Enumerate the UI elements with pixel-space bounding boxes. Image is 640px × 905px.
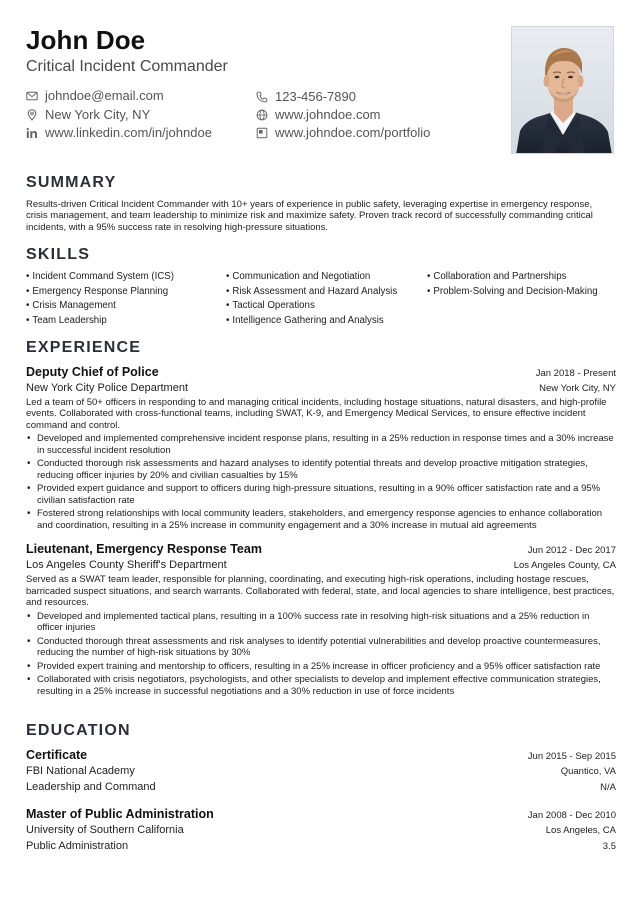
experience-entry	[26, 364, 616, 531]
job-date: Jun 2012 - Dec 2017	[527, 545, 616, 557]
contact-phone-text: 123-456-7890	[275, 89, 356, 104]
contact-linkedin-text: www.linkedin.com/in/johndoe	[45, 125, 212, 140]
education-date: Jun 2015 - Sep 2015	[527, 751, 616, 762]
skill-item: • Crisis Management	[26, 300, 116, 312]
job-date: Jan 2018 - Present	[535, 368, 616, 379]
skill-item: • Emergency Response Planning	[26, 286, 168, 298]
job-description: Led a team of 50+ officers in responding to and managing critical incidents, including hostage situations, natural disasters, and high-profile events. Collaborated with cross-functional teams, including SWAT, K-9, and Emergency Medical Services, to ensure effective incident command and control.	[26, 397, 607, 431]
achievement-item: • Conducted thorough risk assessments and hazard analyses to identify potential threats and develop proactive mitigation strategies, reducing officer injuries by 20% and civilian casualties by 15%	[26, 458, 616, 481]
achievement-item: • Collaborated with crisis negotiators, psychologists, and other specialists to develop and implement effective communication strategies, resulting in a 25% increase in successful negotiations and a 30% reduction in use of force incidents	[26, 674, 616, 697]
summary-section	[26, 173, 616, 233]
skill-item: • Tactical Operations	[226, 300, 315, 312]
contact-email-text: johndoe@email.com	[45, 88, 164, 103]
contact-linkedin[interactable]	[26, 125, 212, 141]
summary-text: Results-driven Critical Incident Commander with 10+ years of experience in public safety, leveraging expertise in emergency response, crisis management, and team leadership to minimize risk and maximize safety. Proven track record of successfully commanding critical incidents, with a 95% success rate in resolving high-pressure situations.	[26, 199, 593, 233]
job-achievements	[26, 433, 616, 531]
skill-item: • Collaboration and Partnerships	[427, 271, 566, 283]
achievement-item: • Fostered strong relationships with local community leaders, stakeholders, and emergency response agencies to enhance collaboration and coordination, resulting in a 25% increase in community engagement and a 30% increase in mutual aid agreements	[26, 508, 616, 531]
school-location: Los Angeles, CA	[545, 825, 616, 836]
achievement-item: • Developed and implemented tactical plans, resulting in a 100% success rate in resolving high-risk situations and a 25% reduction in officer injuries	[26, 611, 616, 634]
job-title: Lieutenant, Emergency Response Team	[26, 542, 262, 557]
mail-icon	[26, 90, 38, 102]
job-organization: New York City Police Department	[26, 382, 189, 394]
contact-location	[26, 107, 150, 123]
candidate-title: Critical Incident Commander	[26, 58, 228, 75]
experience-heading: EXPERIENCE	[26, 339, 142, 356]
education-entry	[26, 806, 616, 854]
skill-item: • Incident Command System (ICS)	[26, 271, 174, 283]
contact-portfolio[interactable]	[256, 125, 430, 141]
contact-website[interactable]	[256, 107, 381, 123]
linkedin-icon	[26, 127, 38, 139]
grade: N/A	[600, 782, 616, 793]
field-of-study: Public Administration	[26, 840, 129, 852]
skills-list	[26, 271, 616, 333]
education-date: Jan 2008 - Dec 2010	[527, 810, 616, 821]
education-entry	[26, 747, 616, 795]
job-location: New York City, NY	[539, 383, 616, 394]
job-organization: Los Angeles County Sheriff's Department	[26, 559, 227, 572]
profile-photo	[511, 26, 614, 154]
education-section	[26, 721, 616, 854]
education-heading: EDUCATION	[26, 722, 131, 739]
skill-item: • Risk Assessment and Hazard Analysis	[226, 286, 397, 298]
skills-heading: SKILLS	[26, 246, 91, 263]
experience-section	[26, 338, 616, 697]
school-name: University of Southern California	[26, 824, 184, 836]
contact-phone[interactable]	[256, 89, 356, 105]
achievement-item: • Developed and implemented comprehensive incident response plans, resulting in a 25% reduction in response times and a 30% increase in successful incident resolution	[26, 433, 616, 456]
job-description: Served as a SWAT team leader, responsible for planning, coordinating, and executing high-risk operations, including hostage rescues, barricaded suspect situations, and search warrants. Collaborated with federal, state, and local agencies to share intelligence, best practices, and resources.	[26, 574, 615, 609]
experience-entry	[26, 541, 616, 697]
school-location: Quantico, VA	[560, 766, 616, 777]
skill-item: • Problem-Solving and Decision-Making	[427, 286, 598, 298]
phone-icon	[256, 91, 268, 103]
job-location: Los Angeles County, CA	[513, 560, 616, 572]
candidate-name: John Doe	[26, 25, 146, 55]
job-title: Deputy Chief of Police	[26, 365, 159, 379]
skill-item: • Team Leadership	[26, 315, 107, 327]
field-of-study: Leadership and Command	[26, 781, 156, 793]
location-icon	[26, 109, 38, 121]
degree-name: Certificate	[26, 748, 88, 762]
contact-email[interactable]	[26, 88, 164, 104]
portfolio-icon	[256, 127, 268, 139]
achievement-item: • Provided expert guidance and support to officers during high-pressure situations, resulting in a 90% officer satisfaction rate and a 95% civilian satisfaction rate	[26, 483, 616, 506]
contact-location-text: New York City, NY	[45, 107, 151, 122]
achievement-item: • Conducted thorough threat assessments and risk analyses to identify potential vulnerabilities and develop proactive countermeasures, reducing the number of high-risk situations by 30%	[26, 636, 616, 659]
skills-section	[26, 245, 616, 333]
achievement-item: • Provided expert training and mentorship to officers, resulting in a 25% increase in officer proficiency and a 95% officer satisfaction rate	[26, 661, 616, 672]
grade: 3.5	[602, 841, 616, 852]
job-achievements	[26, 611, 616, 697]
skill-item: • Intelligence Gathering and Analysis	[226, 315, 384, 327]
school-name: FBI National Academy	[26, 765, 135, 777]
skill-item: • Communication and Negotiation	[226, 271, 370, 283]
contact-website-text: www.johndoe.com	[275, 107, 381, 122]
summary-heading: SUMMARY	[26, 174, 117, 191]
degree-name: Master of Public Administration	[26, 807, 214, 821]
globe-icon	[256, 109, 268, 121]
contact-portfolio-text: www.johndoe.com/portfolio	[275, 125, 431, 140]
